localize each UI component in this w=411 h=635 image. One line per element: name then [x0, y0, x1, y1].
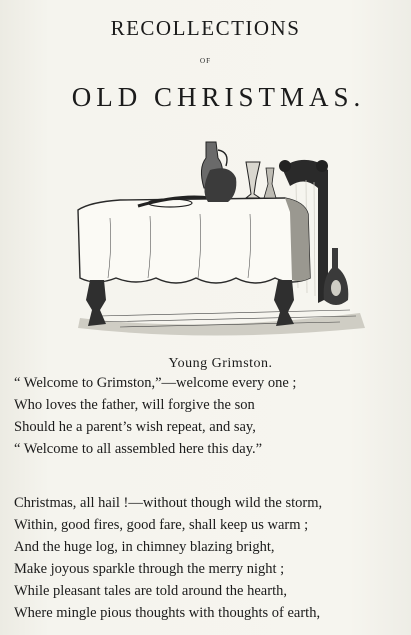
verse-line: “ Welcome to all assembled here this day.”	[14, 441, 263, 457]
title-of: OF	[200, 57, 211, 65]
table-legs	[86, 280, 294, 326]
floor-shadow	[78, 310, 365, 336]
section-heading: Young Grimston.	[168, 356, 273, 371]
verse-line: Who loves the father, will forgive the son	[14, 397, 255, 413]
title-old-christmas: OLD CHRISTMAS.	[71, 82, 366, 112]
verse-line: “ Welcome to Grimston,”—welcome every one ;	[14, 375, 297, 391]
verse-line: Within, good fires, good fare, shall keep us warm ;	[14, 517, 309, 533]
verse-line: Where mingle pious thoughts with thoughts of earth,	[14, 605, 321, 621]
verse-line: And the huge log, in chimney blazing bright,	[14, 539, 275, 555]
verse-line: While pleasant tales are told around the hearth,	[14, 583, 287, 599]
stanza-1	[14, 372, 404, 460]
verse-line: Should he a parent’s wish repeat, and say,	[14, 419, 256, 435]
title-recollections: RECOLLECTIONS	[110, 16, 301, 40]
verse-line: Christmas, all hail !—without though wild the storm,	[14, 495, 323, 511]
stanza-2	[14, 492, 404, 624]
tableware	[138, 142, 276, 207]
verse-line: Make joyous sparkle through the merry night ;	[14, 561, 285, 577]
table-illustration	[60, 128, 370, 348]
tablecloth	[78, 198, 310, 283]
